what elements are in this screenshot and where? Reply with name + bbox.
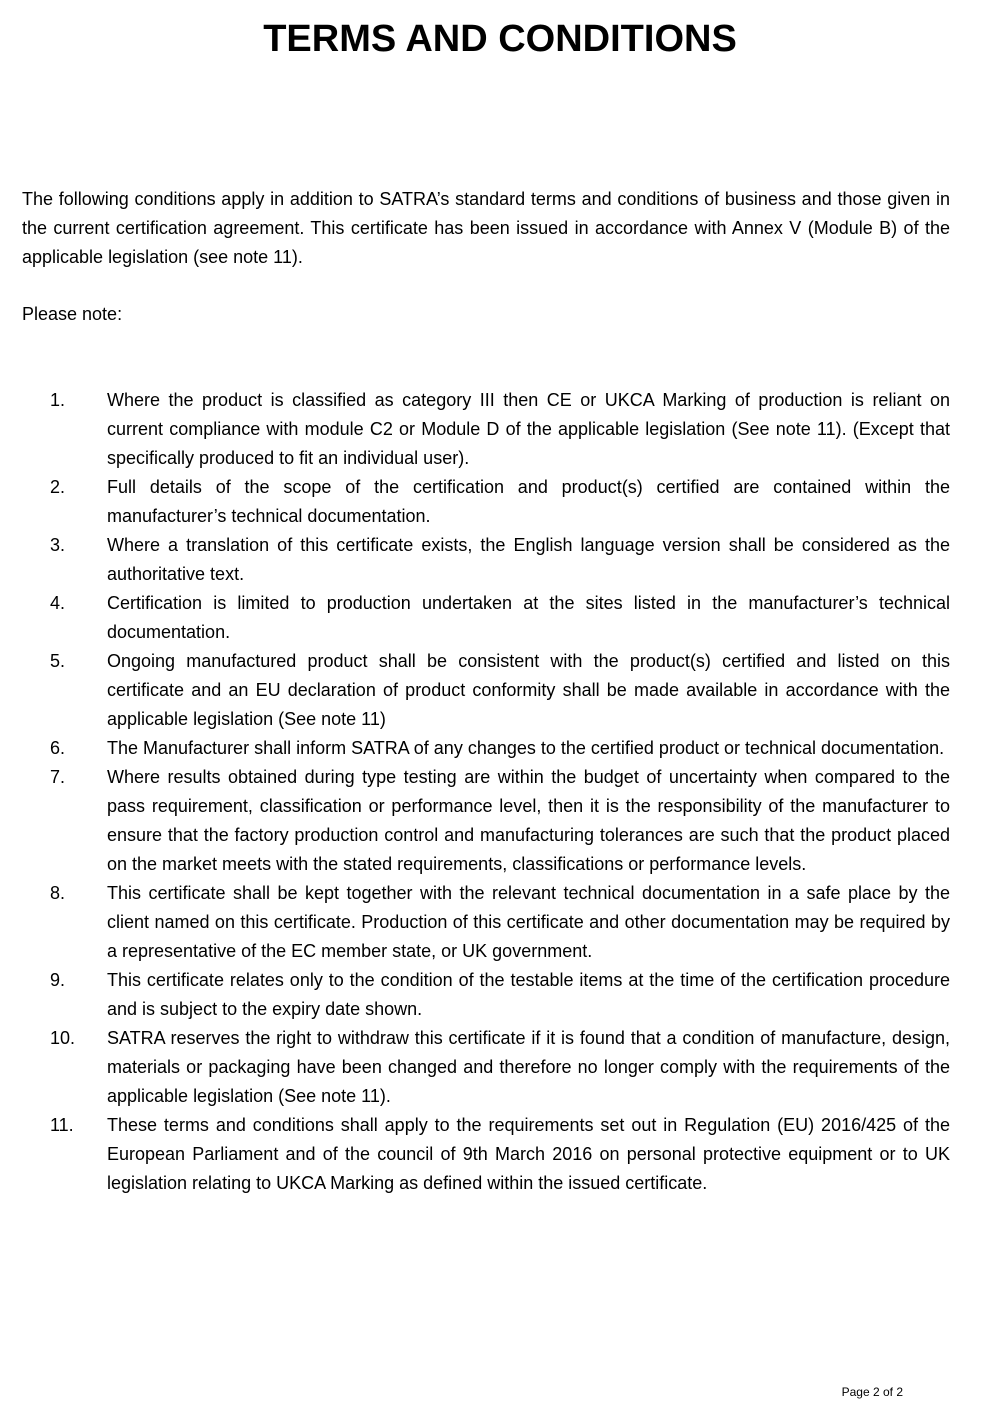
list-item-number: 8. bbox=[50, 883, 66, 903]
list-item-text: Ongoing manufactured product shall be consistent with the product(s) certified and listed on this certificate and an EU declaration of product conformity shall be made available in accordance with the applicable legislation (See note 11) bbox=[107, 651, 950, 729]
list-item bbox=[22, 1111, 950, 1198]
list-item bbox=[22, 879, 950, 966]
page-number: Page 2 of 2 bbox=[841, 1385, 903, 1399]
list-item-number: 11. bbox=[50, 1115, 74, 1135]
list-item bbox=[22, 763, 950, 879]
list-item-number: 5. bbox=[50, 651, 66, 671]
list-item-text: Where the product is classified as category III then CE or UKCA Marking of production is reliant on current compliance with module C2 or Module D of the applicable legislation (See note 11). (Except that specifically produced to fit an individual user). bbox=[107, 390, 950, 468]
list-item-text: The Manufacturer shall inform SATRA of any changes to the certified product or technical documentation. bbox=[107, 738, 945, 758]
list-item-text: Where results obtained during type testing are within the budget of uncertainty when compared to the pass requirement, classification or performance level, then it is the responsibility of the manufacturer to ensure that the factory production control and manufacturing tolerances are such that the product placed on the market meets with the stated requirements, classifications or performance levels. bbox=[107, 767, 950, 874]
list-item-number: 6. bbox=[50, 738, 66, 758]
list-item bbox=[22, 531, 950, 589]
list-item bbox=[22, 734, 950, 763]
list-item bbox=[22, 473, 950, 531]
list-item-text: Full details of the scope of the certification and product(s) certified are contained within the manufacturer’s technical documentation. bbox=[107, 477, 950, 526]
list-item bbox=[22, 1024, 950, 1111]
list-item-number: 1. bbox=[50, 390, 66, 410]
conditions-list bbox=[22, 386, 950, 1198]
list-item-text: This certificate shall be kept together with the relevant technical documentation in a safe place by the client named on this certificate. Production of this certificate and other documentation may be required by a representative of the EC member state, or UK government. bbox=[107, 883, 950, 961]
list-item bbox=[22, 647, 950, 734]
list-item-text: SATRA reserves the right to withdraw this certificate if it is found that a condition of manufacture, design, materials or packaging have been changed and therefore no longer comply with the requirements of the applicable legislation (See note 11). bbox=[107, 1028, 950, 1106]
list-item-text: This certificate relates only to the condition of the testable items at the time of the certification procedure and is subject to the expiry date shown. bbox=[107, 970, 950, 1019]
list-item-text: Where a translation of this certificate exists, the English language version shall be considered as the authoritative text. bbox=[107, 535, 950, 584]
list-item bbox=[22, 386, 950, 473]
list-item-number: 2. bbox=[50, 477, 66, 497]
intro-paragraph: The following conditions apply in addition to SATRA’s standard terms and conditions of business and those given in the current certification agreement. This certificate has been issued in accordance with Annex V (Module B) of the applicable legislation (see note 11). bbox=[22, 189, 950, 267]
list-item-number: 7. bbox=[50, 767, 66, 787]
list-item bbox=[22, 589, 950, 647]
list-item bbox=[22, 966, 950, 1024]
list-item-text: These terms and conditions shall apply to the requirements set out in Regulation (EU) 2016/425 of the European Parliament and of the council of 9th March 2016 on personal protective equipment or to UK legislation relating to UKCA Marking as defined within the issued certificate. bbox=[107, 1115, 950, 1193]
page-title: TERMS AND CONDITIONS bbox=[263, 18, 737, 60]
list-item-number: 4. bbox=[50, 593, 66, 613]
please-note-label: Please note: bbox=[22, 304, 123, 324]
list-item-text: Certification is limited to production undertaken at the sites listed in the manufacturer’s technical documentation. bbox=[107, 593, 950, 642]
list-item-number: 10. bbox=[50, 1028, 76, 1048]
list-item-number: 9. bbox=[50, 970, 66, 990]
list-item-number: 3. bbox=[50, 535, 66, 555]
